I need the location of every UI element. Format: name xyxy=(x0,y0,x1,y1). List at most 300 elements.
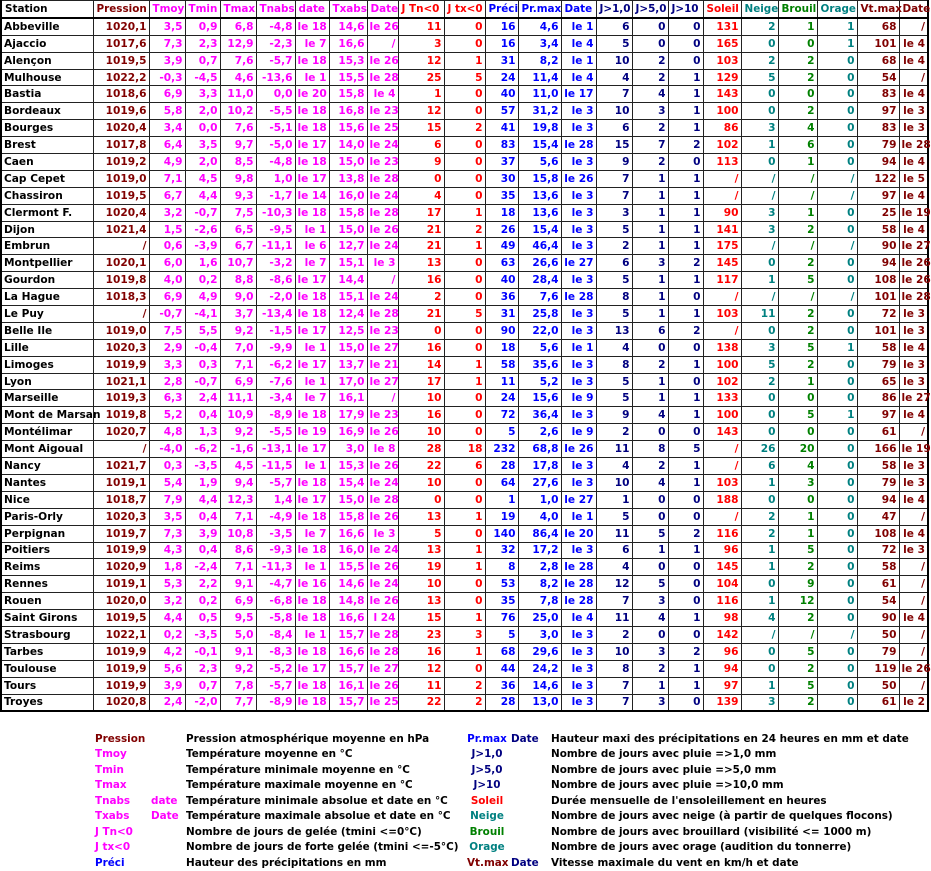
cell-pression: 1022,1 xyxy=(93,626,149,643)
cell-tnabs: -7,6 xyxy=(256,373,295,390)
cell-txabs: 16,6 xyxy=(329,525,367,542)
legend-abbrev: Pression xyxy=(95,732,146,745)
cell-jours-gel: 15 xyxy=(398,610,444,627)
cell-brouillard: 5 xyxy=(778,643,817,660)
cell-jours-forte-gel: 1 xyxy=(444,542,485,559)
cell-neige: 0 xyxy=(741,86,778,103)
table-row xyxy=(1,356,928,373)
cell-tnabs: -9,3 xyxy=(256,542,295,559)
cell-jours-gel: 28 xyxy=(398,441,444,458)
cell-jours-pluie-10: 1 xyxy=(668,390,703,407)
cell-tmax: 8,5 xyxy=(220,154,256,171)
cell-jours-pluie-1: 7 xyxy=(596,593,632,610)
cell-jours-pluie-5: 0 xyxy=(632,339,668,356)
cell-pr-max: 7,6 xyxy=(518,289,561,306)
cell-preci: 68 xyxy=(485,643,518,660)
cell-orage: 0 xyxy=(817,356,857,373)
cell-tnabs-date: le 1 xyxy=(295,339,329,356)
cell-tnabs-date: le 17 xyxy=(295,272,329,289)
cell-txabs-date: le 8 xyxy=(367,441,398,458)
cell-tnabs-date: le 1 xyxy=(295,559,329,576)
cell-neige: 5 xyxy=(741,69,778,86)
cell-tmoy: 6,4 xyxy=(149,137,185,154)
cell-preci: 24 xyxy=(485,390,518,407)
cell-tmin: 0,7 xyxy=(185,52,220,69)
cell-txabs: 15,8 xyxy=(329,508,367,525)
cell-jours-forte-gel: 0 xyxy=(444,289,485,306)
cell-vent-max-date: le 28 xyxy=(899,137,928,154)
cell-tmax: 4,5 xyxy=(220,458,256,475)
cell-soleil: 100 xyxy=(703,356,741,373)
cell-soleil: 131 xyxy=(703,18,741,35)
cell-tnabs: 1,4 xyxy=(256,491,295,508)
cell-jours-pluie-1: 8 xyxy=(596,356,632,373)
cell-preci: 16 xyxy=(485,35,518,52)
cell-vent-max: 90 xyxy=(857,610,899,627)
cell-brouillard: 5 xyxy=(778,272,817,289)
cell-tnabs: -1,5 xyxy=(256,322,295,339)
cell-tnabs: -3,4 xyxy=(256,390,295,407)
legend-abbrev: Tmax xyxy=(95,779,127,792)
cell-jours-pluie-5: 3 xyxy=(632,694,668,711)
cell-brouillard: 0 xyxy=(778,491,817,508)
cell-txabs-date: le 23 xyxy=(367,103,398,120)
cell-jours-pluie-5: 2 xyxy=(632,356,668,373)
cell-station: Bastia xyxy=(1,86,93,103)
cell-tmax: 5,0 xyxy=(220,626,256,643)
cell-soleil: 96 xyxy=(703,542,741,559)
cell-txabs: 15,1 xyxy=(329,255,367,272)
cell-jours-pluie-10: 2 xyxy=(668,643,703,660)
cell-txabs-date: le 28 xyxy=(367,204,398,221)
cell-tmoy: 0,2 xyxy=(149,626,185,643)
cell-jours-forte-gel: 2 xyxy=(444,221,485,238)
cell-tmin: -6,2 xyxy=(185,441,220,458)
cell-tnabs: -5,5 xyxy=(256,424,295,441)
cell-jours-pluie-5: 0 xyxy=(632,35,668,52)
cell-pression: 1019,5 xyxy=(93,610,149,627)
cell-jours-pluie-5: 3 xyxy=(632,643,668,660)
cell-tmax: 7,5 xyxy=(220,204,256,221)
cell-pr-max: 8,2 xyxy=(518,52,561,69)
cell-vent-max: 101 xyxy=(857,35,899,52)
cell-station: Perpignan xyxy=(1,525,93,542)
cell-tnabs-date: le 18 xyxy=(295,508,329,525)
cell-txabs: 16,9 xyxy=(329,424,367,441)
cell-jours-gel: 16 xyxy=(398,407,444,424)
cell-station: Rouen xyxy=(1,593,93,610)
cell-brouillard: 0 xyxy=(778,390,817,407)
cell-txabs: 15,0 xyxy=(329,221,367,238)
cell-jours-pluie-5: 0 xyxy=(632,424,668,441)
cell-jours-pluie-1: 7 xyxy=(596,187,632,204)
cell-preci: 53 xyxy=(485,576,518,593)
cell-jours-pluie-1: 9 xyxy=(596,154,632,171)
cell-jours-forte-gel: 6 xyxy=(444,458,485,475)
cell-soleil: 141 xyxy=(703,221,741,238)
cell-pr-max: 7,8 xyxy=(518,593,561,610)
cell-preci: 11 xyxy=(485,373,518,390)
cell-jours-pluie-5: 3 xyxy=(632,593,668,610)
table-row xyxy=(1,18,928,35)
cell-neige: 2 xyxy=(741,373,778,390)
cell-pression: 1020,8 xyxy=(93,694,149,711)
cell-jours-pluie-5: 5 xyxy=(632,576,668,593)
cell-txabs: 15,5 xyxy=(329,69,367,86)
header-pr-max: Pr.max xyxy=(518,1,561,18)
legend-date-abbrev: date xyxy=(151,794,178,807)
header-tmin: Tmin xyxy=(185,1,220,18)
cell-jours-pluie-10: 0 xyxy=(668,373,703,390)
cell-pression: 1019,6 xyxy=(93,103,149,120)
cell-orage: 0 xyxy=(817,458,857,475)
cell-orage: 0 xyxy=(817,373,857,390)
cell-pr-max: 31,2 xyxy=(518,103,561,120)
legend-date-abbrev xyxy=(149,840,184,856)
cell-jours-pluie-5: 1 xyxy=(632,204,668,221)
cell-jours-forte-gel: 1 xyxy=(444,643,485,660)
cell-soleil: 142 xyxy=(703,626,741,643)
cell-jours-pluie-1: 4 xyxy=(596,559,632,576)
cell-jours-pluie-5: 1 xyxy=(632,170,668,187)
cell-pression: 1020,7 xyxy=(93,424,149,441)
cell-station: Embrun xyxy=(1,238,93,255)
cell-tnabs-date: le 17 xyxy=(295,137,329,154)
cell-tnabs: -5,8 xyxy=(256,610,295,627)
cell-jours-pluie-1: 10 xyxy=(596,103,632,120)
cell-pression: 1019,0 xyxy=(93,170,149,187)
cell-jours-pluie-1: 4 xyxy=(596,69,632,86)
cell-txabs: 15,3 xyxy=(329,52,367,69)
cell-pr-max-date: le 26 xyxy=(561,441,596,458)
cell-vent-max-date: le 5 xyxy=(899,170,928,187)
cell-tmoy: 7,3 xyxy=(149,35,185,52)
cell-pr-max-date: le 27 xyxy=(561,255,596,272)
cell-txabs: 16,8 xyxy=(329,103,367,120)
cell-tmoy: 3,4 xyxy=(149,120,185,137)
cell-vent-max-date: le 27 xyxy=(899,238,928,255)
cell-tmin: -0,1 xyxy=(185,643,220,660)
cell-preci: 1 xyxy=(485,491,518,508)
cell-orage: 0 xyxy=(817,677,857,694)
cell-jours-pluie-10: 2 xyxy=(668,255,703,272)
cell-jours-forte-gel: 0 xyxy=(444,474,485,491)
cell-tmin: 4,4 xyxy=(185,187,220,204)
cell-tmin: -3,9 xyxy=(185,238,220,255)
cell-tmax: 7,1 xyxy=(220,356,256,373)
table-row xyxy=(1,238,928,255)
table-row xyxy=(1,610,928,627)
cell-soleil: 129 xyxy=(703,69,741,86)
legend-abbrev: J Tn<0 xyxy=(95,825,133,838)
cell-tmax: 11,1 xyxy=(220,390,256,407)
cell-txabs: 12,5 xyxy=(329,322,367,339)
cell-neige: 2 xyxy=(741,525,778,542)
cell-jours-pluie-10: 1 xyxy=(668,120,703,137)
cell-jours-gel: 22 xyxy=(398,458,444,475)
header-jours-pluie-1: J>1,0 xyxy=(596,1,632,18)
table-row xyxy=(1,474,928,491)
cell-tnabs-date: le 17 xyxy=(295,170,329,187)
cell-tnabs: -2,0 xyxy=(256,289,295,306)
legend-abbrev: Brouil xyxy=(469,825,505,838)
cell-preci: 83 xyxy=(485,137,518,154)
cell-vent-max-date: le 19 xyxy=(899,441,928,458)
legend-description: Température maximale moyenne en °C xyxy=(186,779,413,792)
cell-preci: 8 xyxy=(485,559,518,576)
cell-jours-forte-gel: 0 xyxy=(444,103,485,120)
cell-station: Clermont F. xyxy=(1,204,93,221)
cell-neige: 1 xyxy=(741,272,778,289)
header-txabs: Txabs xyxy=(329,1,367,18)
cell-pression: 1019,9 xyxy=(93,660,149,677)
cell-tmoy: 4,4 xyxy=(149,610,185,627)
cell-tmax: 9,8 xyxy=(220,170,256,187)
cell-tnabs: -5,7 xyxy=(256,52,295,69)
cell-station: Lille xyxy=(1,339,93,356)
cell-jours-pluie-5: 1 xyxy=(632,272,668,289)
cell-pr-max: 13,0 xyxy=(518,694,561,711)
cell-jours-forte-gel: 5 xyxy=(444,69,485,86)
cell-jours-pluie-5: 3 xyxy=(632,255,668,272)
cell-tmax: 6,5 xyxy=(220,221,256,238)
cell-orage: 0 xyxy=(817,103,857,120)
header-txabs-date: Date xyxy=(367,1,398,18)
cell-station: Paris-Orly xyxy=(1,508,93,525)
legend-row xyxy=(93,840,908,856)
cell-brouillard: / xyxy=(778,626,817,643)
legend-description: Température minimale moyenne en °C xyxy=(186,763,410,776)
cell-brouillard: 2 xyxy=(778,610,817,627)
cell-brouillard: 5 xyxy=(778,677,817,694)
cell-preci: 28 xyxy=(485,458,518,475)
cell-pr-max-date: le 3 xyxy=(561,272,596,289)
cell-jours-pluie-5: 7 xyxy=(632,137,668,154)
cell-tnabs-date: le 7 xyxy=(295,255,329,272)
legend-table xyxy=(93,731,908,871)
cell-vent-max: 50 xyxy=(857,626,899,643)
cell-tmax: 12,3 xyxy=(220,491,256,508)
table-row xyxy=(1,103,928,120)
cell-tnabs: -5,0 xyxy=(256,137,295,154)
cell-txabs-date: le 26 xyxy=(367,677,398,694)
legend-row xyxy=(93,762,908,778)
cell-neige: 2 xyxy=(741,18,778,35)
cell-tmin: 0,5 xyxy=(185,610,220,627)
table-row xyxy=(1,120,928,137)
legend-date-abbrev xyxy=(509,778,549,794)
cell-jours-pluie-10: 0 xyxy=(668,491,703,508)
cell-tnabs: -4,8 xyxy=(256,154,295,171)
cell-pression: 1020,9 xyxy=(93,559,149,576)
cell-orage: / xyxy=(817,626,857,643)
cell-station: Montélimar xyxy=(1,424,93,441)
cell-txabs-date: le 24 xyxy=(367,576,398,593)
cell-vent-max-date: le 4 xyxy=(899,187,928,204)
cell-soleil: / xyxy=(703,170,741,187)
cell-txabs: 14,6 xyxy=(329,18,367,35)
cell-jours-pluie-10: 0 xyxy=(668,508,703,525)
cell-tmin: 4,9 xyxy=(185,289,220,306)
legend-abbrev: J>1,0 xyxy=(471,748,503,761)
cell-tnabs-date: le 1 xyxy=(295,458,329,475)
cell-orage: 1 xyxy=(817,407,857,424)
cell-jours-pluie-5: 1 xyxy=(632,677,668,694)
cell-jours-pluie-10: 0 xyxy=(668,694,703,711)
cell-orage: 0 xyxy=(817,52,857,69)
cell-pr-max: 11,0 xyxy=(518,86,561,103)
cell-pr-max: 26,6 xyxy=(518,255,561,272)
cell-jours-pluie-5: 1 xyxy=(632,221,668,238)
cell-pr-max-date: le 28 xyxy=(561,289,596,306)
cell-vent-max: 94 xyxy=(857,491,899,508)
table-row xyxy=(1,559,928,576)
cell-txabs: 15,0 xyxy=(329,339,367,356)
cell-neige: 5 xyxy=(741,356,778,373)
cell-orage: / xyxy=(817,238,857,255)
cell-jours-forte-gel: 2 xyxy=(444,677,485,694)
table-row xyxy=(1,677,928,694)
cell-orage: 0 xyxy=(817,86,857,103)
cell-jours-pluie-5: 2 xyxy=(632,154,668,171)
cell-tmin: -0,4 xyxy=(185,339,220,356)
cell-vent-max: 94 xyxy=(857,255,899,272)
cell-pr-max: 19,8 xyxy=(518,120,561,137)
cell-preci: 36 xyxy=(485,677,518,694)
cell-pr-max: 14,6 xyxy=(518,677,561,694)
cell-vent-max-date: le 4 xyxy=(899,610,928,627)
cell-pr-max-date: le 20 xyxy=(561,525,596,542)
cell-tmax: 6,7 xyxy=(220,238,256,255)
table-row xyxy=(1,373,928,390)
cell-orage: 0 xyxy=(817,204,857,221)
cell-vent-max-date: / xyxy=(899,626,928,643)
cell-jours-gel: 13 xyxy=(398,542,444,559)
cell-station: Mulhouse xyxy=(1,69,93,86)
cell-jours-gel: 1 xyxy=(398,86,444,103)
cell-soleil: 103 xyxy=(703,474,741,491)
cell-pr-max: 68,8 xyxy=(518,441,561,458)
cell-vent-max: 72 xyxy=(857,542,899,559)
cell-preci: 44 xyxy=(485,660,518,677)
cell-jours-gel: 21 xyxy=(398,238,444,255)
cell-jours-pluie-1: 7 xyxy=(596,677,632,694)
cell-txabs-date: le 28 xyxy=(367,626,398,643)
cell-pr-max: 36,4 xyxy=(518,407,561,424)
legend-date-abbrev xyxy=(509,824,549,840)
cell-preci: 35 xyxy=(485,593,518,610)
cell-tnabs-date: le 19 xyxy=(295,424,329,441)
cell-jours-pluie-1: 2 xyxy=(596,626,632,643)
cell-neige: 0 xyxy=(741,322,778,339)
cell-jours-forte-gel: 2 xyxy=(444,120,485,137)
cell-vent-max-date: le 3 xyxy=(899,306,928,323)
cell-neige: 1 xyxy=(741,593,778,610)
cell-brouillard: 1 xyxy=(778,508,817,525)
cell-vent-max: 65 xyxy=(857,373,899,390)
cell-tnabs: -8,4 xyxy=(256,626,295,643)
cell-jours-pluie-10: 1 xyxy=(668,407,703,424)
cell-tmin: 0,4 xyxy=(185,542,220,559)
cell-vent-max-date: le 3 xyxy=(899,322,928,339)
cell-vent-max: 68 xyxy=(857,52,899,69)
cell-brouillard: 2 xyxy=(778,69,817,86)
cell-tnabs-date: le 18 xyxy=(295,643,329,660)
cell-vent-max: 58 xyxy=(857,221,899,238)
cell-pr-max: 24,2 xyxy=(518,660,561,677)
cell-tmoy: -0,3 xyxy=(149,69,185,86)
cell-neige: 0 xyxy=(741,154,778,171)
cell-tmax: 9,0 xyxy=(220,289,256,306)
header-jours-pluie-5: J>5,0 xyxy=(632,1,668,18)
cell-jours-forte-gel: 0 xyxy=(444,35,485,52)
cell-jours-forte-gel: 0 xyxy=(444,272,485,289)
cell-vent-max: 54 xyxy=(857,69,899,86)
cell-brouillard: / xyxy=(778,238,817,255)
cell-orage: 0 xyxy=(817,474,857,491)
cell-jours-pluie-1: 5 xyxy=(596,35,632,52)
cell-jours-forte-gel: 0 xyxy=(444,424,485,441)
cell-jours-forte-gel: 0 xyxy=(444,137,485,154)
cell-neige: 3 xyxy=(741,339,778,356)
legend-abbrev: Tmin xyxy=(95,763,124,776)
cell-jours-pluie-10: 1 xyxy=(668,458,703,475)
cell-tnabs-date: le 1 xyxy=(295,221,329,238)
cell-jours-forte-gel: 0 xyxy=(444,660,485,677)
cell-tmoy: 7,9 xyxy=(149,491,185,508)
header-vent-max: Vt.max xyxy=(857,1,899,18)
cell-neige: 1 xyxy=(741,137,778,154)
cell-pr-max-date: le 3 xyxy=(561,643,596,660)
cell-soleil: 143 xyxy=(703,86,741,103)
cell-txabs: 16,6 xyxy=(329,643,367,660)
cell-vent-max: 101 xyxy=(857,322,899,339)
cell-orage: 0 xyxy=(817,441,857,458)
cell-pr-max-date: le 3 xyxy=(561,221,596,238)
legend-description: Nombre de jours de gelée (tmini <=0°C) xyxy=(186,825,422,838)
table-row xyxy=(1,35,928,52)
legend-abbrev: J>5,0 xyxy=(471,763,503,776)
cell-preci: 16 xyxy=(485,18,518,35)
table-row xyxy=(1,390,928,407)
table-row xyxy=(1,660,928,677)
cell-neige: 0 xyxy=(741,491,778,508)
cell-pr-max: 5,6 xyxy=(518,154,561,171)
cell-preci: 5 xyxy=(485,626,518,643)
cell-jours-gel: 13 xyxy=(398,255,444,272)
cell-tmin: 2,0 xyxy=(185,154,220,171)
cell-tnabs: -5,2 xyxy=(256,660,295,677)
cell-vent-max: 86 xyxy=(857,390,899,407)
cell-neige: 1 xyxy=(741,474,778,491)
cell-station: Nantes xyxy=(1,474,93,491)
cell-txabs: 15,5 xyxy=(329,559,367,576)
cell-tnabs: -4,9 xyxy=(256,508,295,525)
cell-pr-max-date: le 3 xyxy=(561,238,596,255)
cell-station: Montpellier xyxy=(1,255,93,272)
cell-tmoy: 4,8 xyxy=(149,424,185,441)
cell-jours-pluie-5: 8 xyxy=(632,441,668,458)
cell-vent-max: 79 xyxy=(857,356,899,373)
cell-tmin: -0,7 xyxy=(185,204,220,221)
cell-txabs: 17,9 xyxy=(329,407,367,424)
cell-preci: 37 xyxy=(485,154,518,171)
cell-pr-max: 27,6 xyxy=(518,474,561,491)
cell-pression: 1019,1 xyxy=(93,576,149,593)
cell-tnabs-date: le 18 xyxy=(295,154,329,171)
cell-tmin: -2,0 xyxy=(185,694,220,711)
legend-row xyxy=(93,778,908,794)
